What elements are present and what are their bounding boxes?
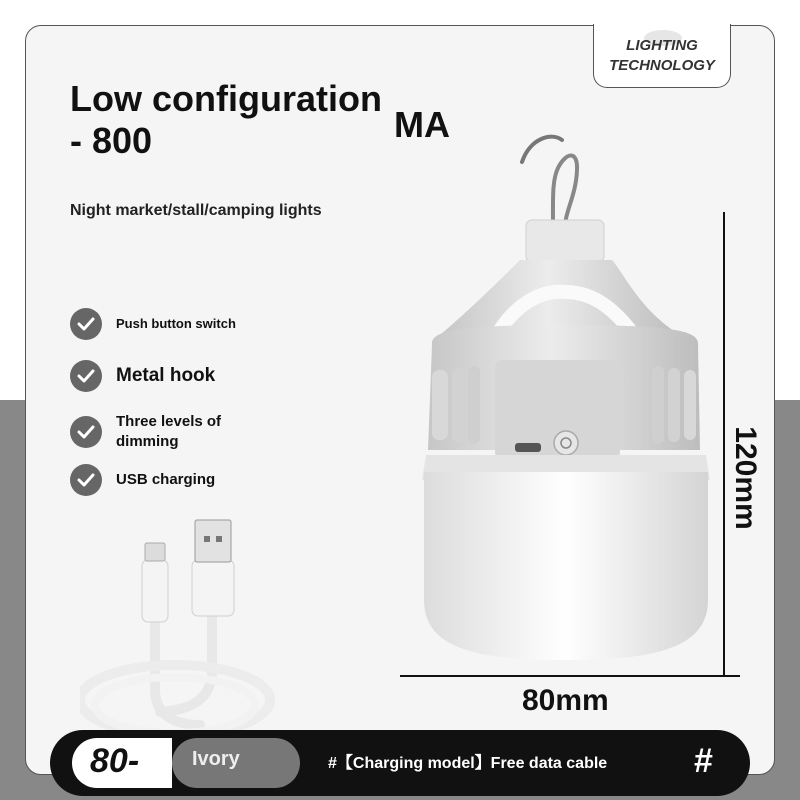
color-option-label: Ivory (192, 748, 240, 770)
model-code: 80- (90, 742, 140, 780)
checkmark-icon (70, 308, 102, 340)
checkmark-icon (70, 416, 102, 448)
width-dimension-label: 80mm (522, 684, 609, 717)
feature-item (70, 412, 251, 452)
lighting-technology-badge (593, 24, 731, 88)
badge-line-2: TECHNOLOGY (609, 56, 715, 74)
product-title-line-2: - 800 (70, 120, 153, 161)
feature-item (70, 464, 215, 496)
product-title-suffix: MA (394, 104, 450, 145)
product-title-line-1: Low configuration (70, 78, 382, 119)
feature-label: Push button switch (116, 316, 236, 331)
feature-item (70, 360, 215, 392)
feature-label: Metal hook (116, 365, 216, 386)
height-dimension-label: 120mm (729, 426, 762, 530)
feature-item (70, 308, 236, 340)
checkmark-icon (70, 464, 102, 496)
height-dimension-line (723, 212, 725, 675)
badge-line-1: LIGHTING (626, 36, 698, 54)
bar-hash-symbol: # (694, 742, 713, 780)
usb-cable-image (80, 515, 300, 730)
bar-description: #【Charging model】Free data cable (328, 755, 608, 772)
product-subtitle: Night market/stall/camping lights (70, 202, 322, 219)
led-bulb-lamp-image (400, 130, 720, 670)
feature-label: USB charging (116, 471, 216, 488)
checkmark-icon (70, 360, 102, 392)
feature-label: Three levels of dimming (116, 413, 222, 450)
width-dimension-line (400, 675, 740, 677)
